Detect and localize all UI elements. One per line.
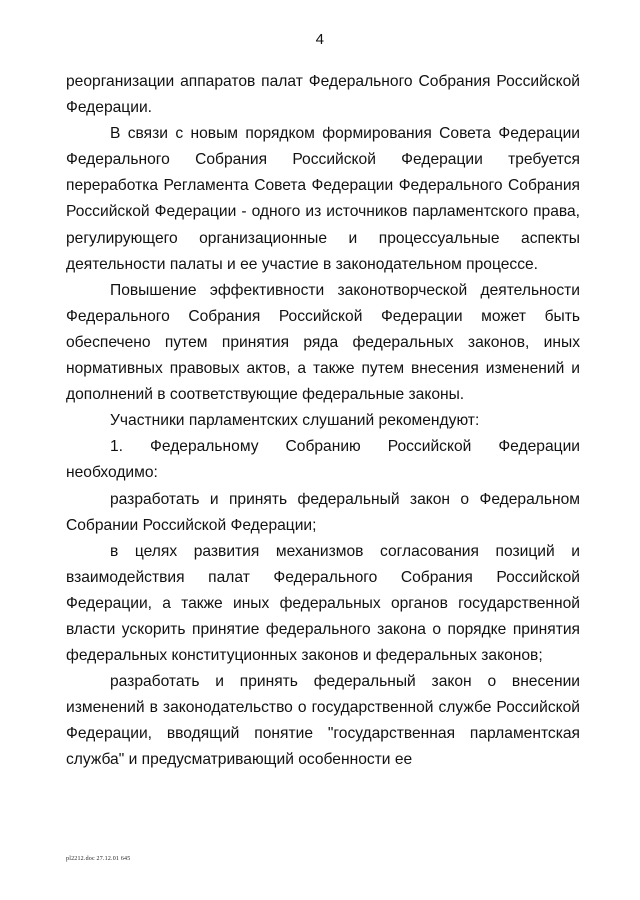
paragraph-continuation: реорганизации аппаратов палат Федерального Собрания Российской Федерации. [66,73,580,117]
paragraph-parliamentary-service: разработать и принять федеральный закон о внесении изменений в законодательство о государственной службе Российской Федерации, вводящий понятие "государственная парламентская служба" и предусматривающий особенности ее [66,673,580,769]
document-footer: pl2212.doc 27.12.01 645 [66,856,131,862]
paragraph-constitutional-laws-procedure: в целях развития механизмов согласования позиций и взаимодействия палат Федерального Собрания Российской Федерации, а также иных федеральных органов государственной власти ускорить принятие федерального закона о порядке принятия федеральных конституционных законов и федеральных законов; [66,542,580,665]
paragraph-federation-council-regulations: В связи с новым порядком формирования Совета Федерации Федерального Собрания Российской Федерации требуется переработка Регламента Совета Федерации Федерального Собрания Российской Федерации - одного из источников парламентского права, регулирующего организационные и процессуальные аспекты деятельности палаты и ее участие в законодательном процессе. [66,125,580,273]
document-body [66,69,580,774]
page-number: 4 [315,31,325,48]
paragraph-law-on-federal-assembly: разработать и принять федеральный закон о Федеральном Собрании Российской Федерации; [66,490,580,534]
paragraph-recommendation-1: 1. Федеральному Собранию Российской Федерации необходимо: [66,438,580,482]
paragraph-recommendations-intro: Участники парламентских слушаний рекомендуют: [110,412,480,430]
paragraph-legislative-efficiency: Повышение эффективности законотворческой деятельности Федерального Собрания Российской Федерации может быть обеспечено путем принятия ряда федеральных законов, иных нормативных правовых актов, а также путем внесения изменений и дополнений в соответствующие федеральные законы. [66,281,580,404]
